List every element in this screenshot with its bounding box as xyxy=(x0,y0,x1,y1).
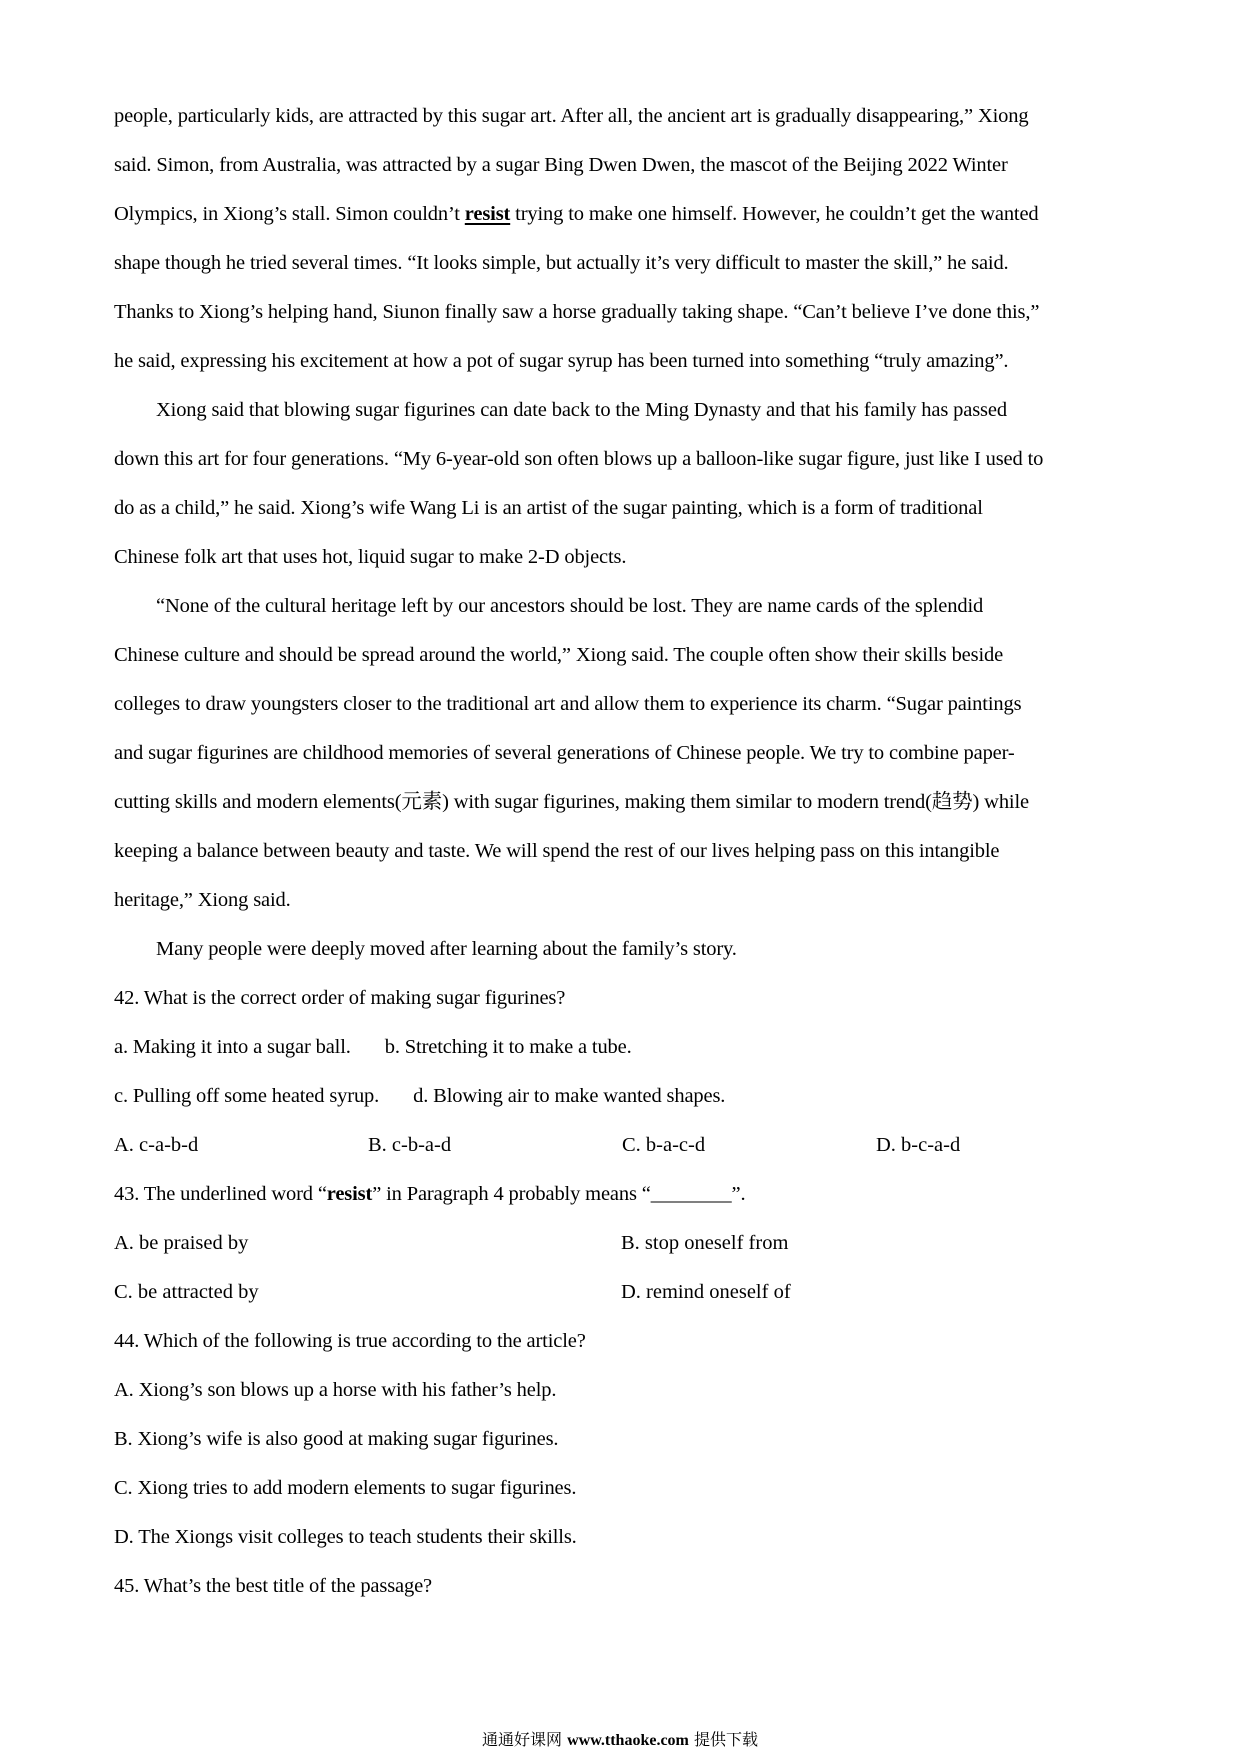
passage-line: keeping a balance between beauty and taste. We will spend the rest of our lives helping pass on this intangible xyxy=(114,840,1000,862)
option-d: D. remind oneself of xyxy=(621,1281,791,1303)
passage-line: Many people were deeply moved after learning about the family’s story. xyxy=(156,938,737,960)
question-43-stem: 43. The underlined word “resist” in Paragraph 4 probably means “________”. xyxy=(114,1183,746,1205)
passage-line: Olympics, in Xiong’s stall. Simon couldn’t resist trying to make one himself. However, he couldn’t get the wanted xyxy=(114,203,1039,225)
question-44-stem: 44. Which of the following is true according to the article? xyxy=(114,1330,586,1352)
option-c: C. b-a-c-d xyxy=(622,1134,706,1156)
passage-line: Chinese culture and should be spread around the world,” Xiong said. The couple often show their skills beside xyxy=(114,644,1004,666)
question-42-steps: c. Pulling off some heated syrup. d. Blowing air to make wanted shapes. xyxy=(114,1085,726,1107)
question-42-options xyxy=(114,1121,1134,1170)
question-45-stem: 45. What’s the best title of the passage? xyxy=(114,1575,432,1597)
passage-line: people, particularly kids, are attracted by this sugar art. After all, the ancient art is gradually disappearing,” Xiong xyxy=(114,105,1029,127)
option-a: A. c-a-b-d xyxy=(114,1134,199,1156)
option-b: B. stop oneself from xyxy=(621,1232,789,1254)
passage-line: shape though he tried several times. “It looks simple, but actually it’s very difficult to master the skill,” he said. xyxy=(114,252,1009,274)
question-43-options xyxy=(114,1219,1134,1268)
option-a: A. be praised by xyxy=(114,1232,249,1254)
bold-word-resist: resist xyxy=(326,1183,373,1205)
option-a: A. Xiong’s son blows up a horse with his father’s help. xyxy=(114,1379,557,1401)
question-43-options xyxy=(114,1268,1134,1317)
passage-line: he said, expressing his excitement at how a pot of sugar syrup has been turned into something “truly amazing”. xyxy=(114,350,1009,372)
passage-line: cutting skills and modern elements(元素) with sugar figurines, making them similar to modern trend(趋势) while xyxy=(114,791,1029,813)
passage-line: colleges to draw youngsters closer to the traditional art and allow them to experience its charm. “Sugar paintings xyxy=(114,693,1022,715)
footer-site-name: 通通好课网 xyxy=(482,1730,563,1749)
option-c: C. be attracted by xyxy=(114,1281,259,1303)
option-d: D. The Xiongs visit colleges to teach students their skills. xyxy=(114,1526,577,1548)
passage-line: Xiong said that blowing sugar figurines can date back to the Ming Dynasty and that his family has passed xyxy=(156,399,1007,421)
passage-line: “None of the cultural heritage left by our ancestors should be lost. They are name cards of the splendid xyxy=(156,595,984,617)
option-b: B. Xiong’s wife is also good at making sugar figurines. xyxy=(114,1428,559,1450)
option-c: C. Xiong tries to add modern elements to sugar figurines. xyxy=(114,1477,577,1499)
footer-suffix: 提供下载 xyxy=(693,1730,758,1749)
question-42-stem: 42. What is the correct order of making sugar figurines? xyxy=(114,987,566,1009)
option-d: D. b-c-a-d xyxy=(876,1134,961,1156)
footer-url: www.tthaoke.com xyxy=(567,1732,689,1749)
underlined-word-resist: resist xyxy=(464,203,511,225)
document-page xyxy=(114,92,1134,1611)
option-b: B. c-b-a-d xyxy=(368,1134,452,1156)
passage-line: heritage,” Xiong said. xyxy=(114,889,291,911)
passage-line: and sugar figurines are childhood memories of several generations of Chinese people. We try to combine paper- xyxy=(114,742,1015,764)
passage-line: down this art for four generations. “My 6-year-old son often blows up a balloon-like sugar figure, just like I used to xyxy=(114,448,1044,470)
passage-line: Chinese folk art that uses hot, liquid sugar to make 2-D objects. xyxy=(114,546,627,568)
page-footer xyxy=(0,1727,1240,1750)
passage-line: said. Simon, from Australia, was attracted by a sugar Bing Dwen Dwen, the mascot of the Beijing 2022 Winter xyxy=(114,154,1008,176)
passage-line: do as a child,” he said. Xiong’s wife Wang Li is an artist of the sugar painting, which is a form of traditional xyxy=(114,497,983,519)
question-42-steps: a. Making it into a sugar ball. b. Stretching it to make a tube. xyxy=(114,1036,632,1058)
passage-line: Thanks to Xiong’s helping hand, Siunon finally saw a horse gradually taking shape. “Can’t believe I’ve done this,” xyxy=(114,301,1040,323)
